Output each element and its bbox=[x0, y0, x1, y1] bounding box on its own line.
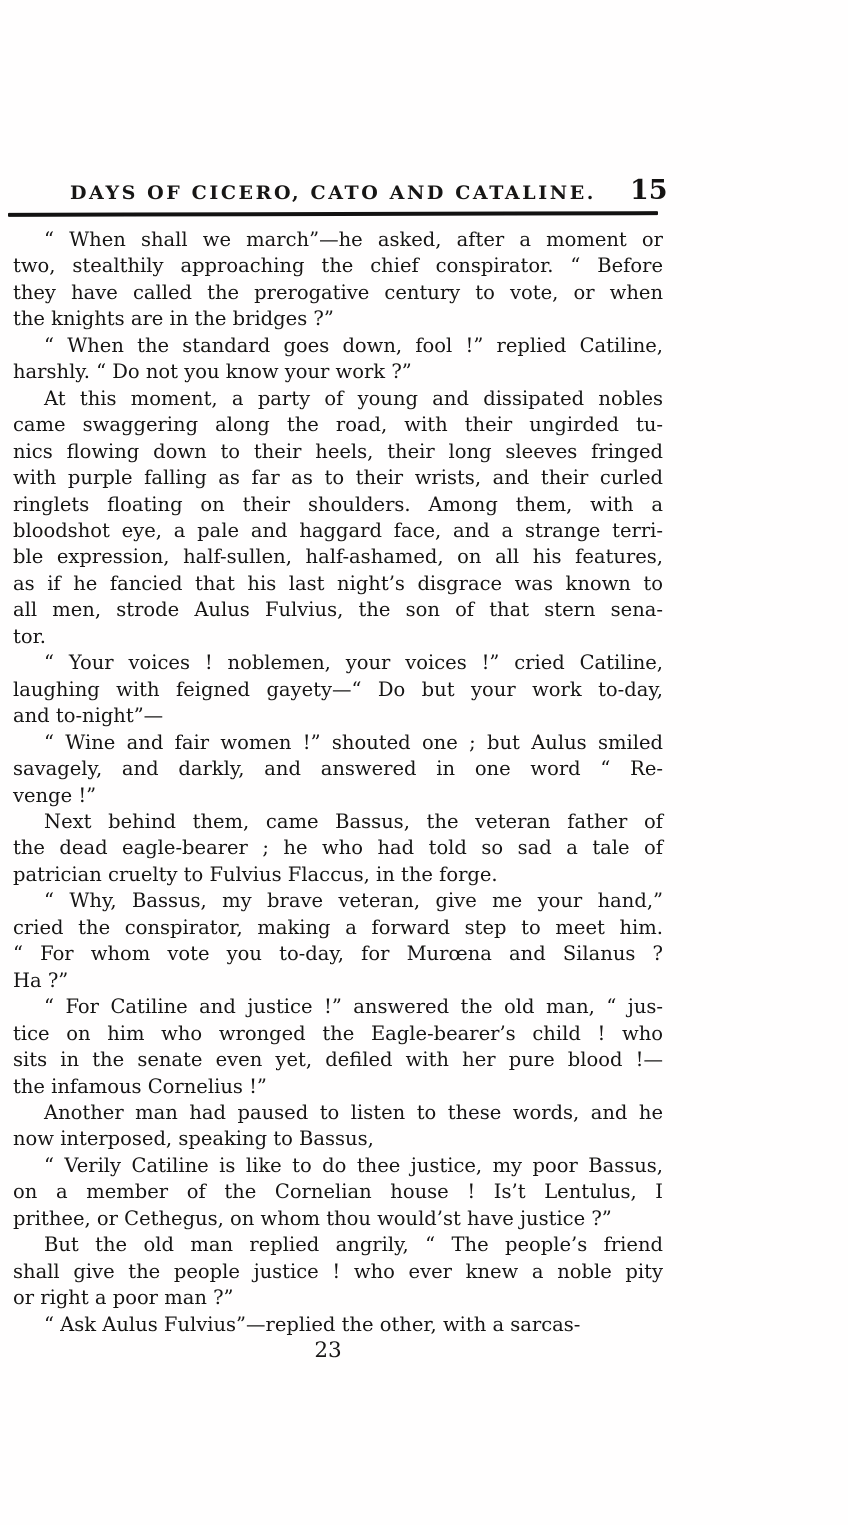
text-line: all men, strode Aulus Fulvius, the son of that stern sena- bbox=[13, 598, 663, 622]
text-line: as if he fancied that his last night’s disgrace was known to bbox=[13, 571, 663, 595]
text-line: bloodshot eye, a pale and haggard face, and a strange terri- bbox=[13, 518, 663, 542]
text-line: Next behind them, came Bassus, the veteran father of bbox=[44, 809, 663, 833]
text-line: laughing with feigned gayety—“ Do but your work to-day, bbox=[13, 677, 663, 701]
paragraph bbox=[13, 1100, 663, 1153]
text-line: cried the conspirator, making a forward step to meet him. bbox=[13, 915, 663, 939]
text-line: the knights are in the bridges ?” bbox=[13, 307, 334, 331]
text-line: or right a poor man ?” bbox=[13, 1286, 234, 1310]
text-line: the infamous Cornelius !” bbox=[13, 1074, 267, 1098]
text-line: “ Verily Catiline is like to do thee justice, my poor Bassus, bbox=[44, 1153, 663, 1177]
text-line: shall give the people justice ! who ever knew a noble pity bbox=[13, 1259, 663, 1283]
text-line: came swaggering along the road, with their ungirded tu- bbox=[13, 413, 663, 437]
paragraph bbox=[13, 1232, 663, 1311]
text-block bbox=[13, 227, 663, 1338]
paragraph bbox=[13, 994, 663, 1100]
paragraph bbox=[13, 333, 663, 386]
text-line: tor. bbox=[13, 624, 46, 648]
text-line: two, stealthily approaching the chief conspirator. “ Before bbox=[13, 254, 663, 278]
paragraph bbox=[13, 1153, 663, 1232]
text-line: ble expression, half-sullen, half-ashamed, on all his features, bbox=[13, 545, 663, 569]
text-line: “ For Catiline and justice !” answered the old man, “ jus- bbox=[44, 995, 663, 1019]
page-number: 15 bbox=[630, 175, 668, 206]
paragraph bbox=[13, 227, 663, 333]
signature-mark: 23 bbox=[314, 1338, 342, 1363]
paragraph bbox=[13, 386, 663, 651]
text-line: prithee, or Cethegus, on whom thou would’st have justice ?” bbox=[13, 1206, 612, 1230]
text-line: “ For whom vote you to-day, for Murœna and Silanus ? bbox=[13, 942, 663, 966]
text-line: on a member of the Cornelian house ! Is’t Lentulus, I bbox=[13, 1180, 663, 1204]
text-line: nics flowing down to their heels, their long sleeves fringed bbox=[13, 439, 663, 463]
text-line: But the old man replied angrily, “ The people’s friend bbox=[44, 1233, 663, 1257]
text-line: “ Your voices ! noblemen, your voices !” cried Catiline, bbox=[44, 651, 663, 675]
running-head-title: DAYS OF CICERO, CATO AND CATALINE. bbox=[69, 182, 596, 204]
text-line: Another man had paused to listen to these words, and he bbox=[44, 1100, 663, 1124]
text-line: At this moment, a party of young and dissipated nobles bbox=[44, 386, 663, 410]
text-line: with purple falling as far as to their wrists, and their curled bbox=[13, 466, 663, 490]
text-line: Ha ?” bbox=[13, 968, 69, 992]
text-line: ringlets floating on their shoulders. Among them, with a bbox=[13, 492, 663, 516]
text-line: they have called the prerogative century to vote, or when bbox=[13, 280, 663, 304]
text-line: sits in the senate even yet, defiled with her pure blood !— bbox=[13, 1048, 663, 1072]
header-rule-divider bbox=[8, 211, 658, 217]
text-line: and to-night”— bbox=[13, 704, 164, 728]
text-line: harshly. “ Do not you know your work ?” bbox=[13, 360, 412, 384]
text-line: tice on him who wronged the Eagle-bearer’s child ! who bbox=[13, 1021, 663, 1045]
paragraph bbox=[13, 809, 663, 888]
text-line: the dead eagle-bearer ; he who had told so sad a tale of bbox=[13, 836, 663, 860]
paragraph bbox=[13, 888, 663, 994]
text-line: “ When shall we march”—he asked, after a moment or bbox=[44, 228, 663, 251]
text-line: savagely, and darkly, and answered in one word “ Re- bbox=[13, 757, 663, 781]
text-line: venge !” bbox=[13, 783, 97, 807]
text-line: “ Wine and fair women !” shouted one ; but Aulus smiled bbox=[44, 730, 663, 754]
text-line: patrician cruelty to Fulvius Flaccus, in the forge. bbox=[13, 862, 498, 886]
paragraph bbox=[13, 1312, 663, 1338]
text-line: “ Why, Bassus, my brave veteran, give me your hand,” bbox=[44, 889, 663, 913]
text-line: now interposed, speaking to Bassus, bbox=[13, 1127, 374, 1151]
paragraph bbox=[13, 730, 663, 809]
text-line: “ When the standard goes down, fool !” replied Catiline, bbox=[44, 333, 663, 357]
text-line: “ Ask Aulus Fulvius”—replied the other, with a sarcas- bbox=[44, 1312, 581, 1336]
paragraph bbox=[13, 650, 663, 729]
